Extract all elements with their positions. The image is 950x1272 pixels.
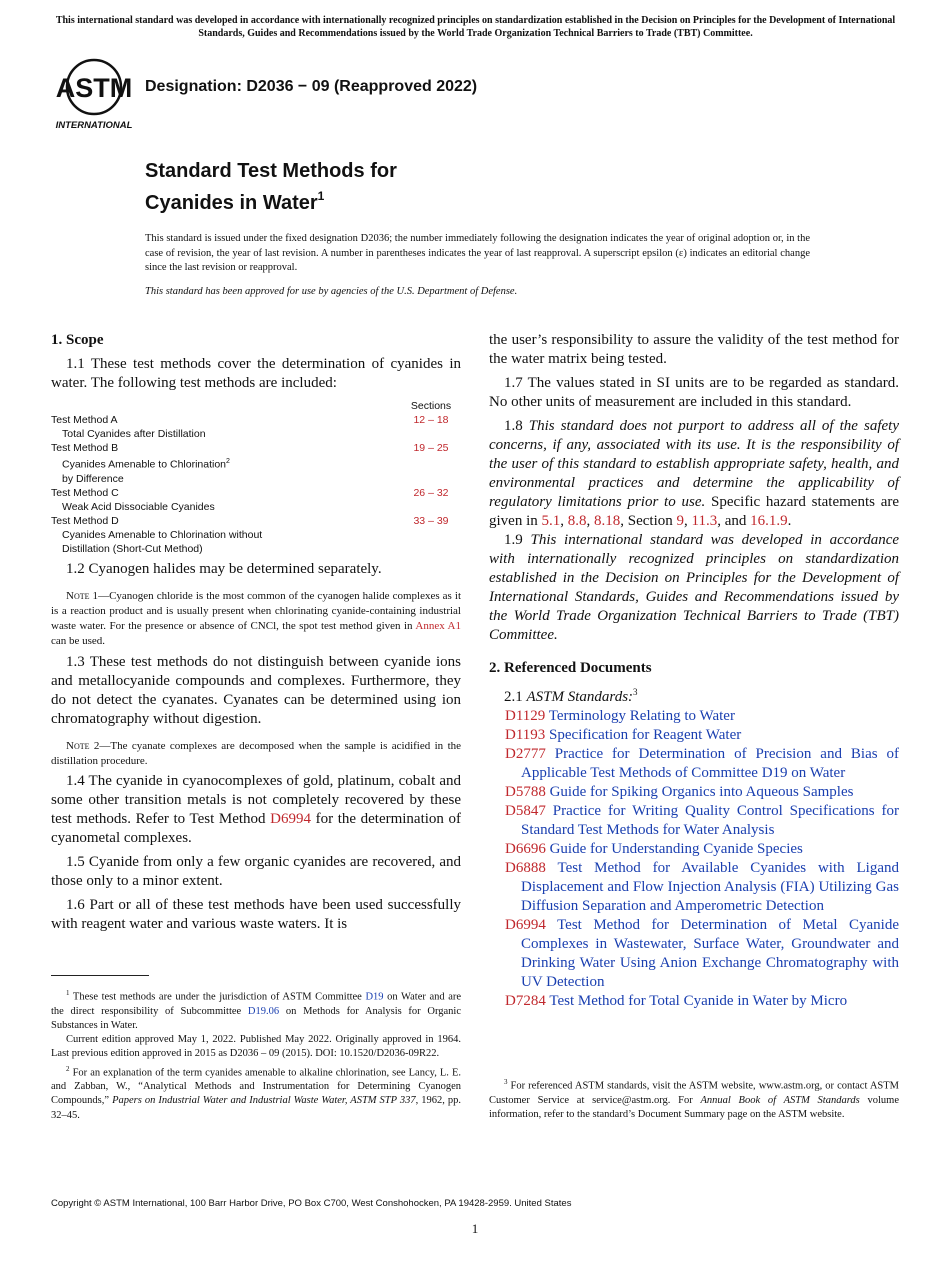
para-1-8: 1.8 This standard does not purport to address all of the safety concerns, if any, associated with its use. It is the responsibility of the user of this standard to establish appropriate safety, health, and environmental practices and determine the applicability of regulatory limitations prior to use. Specific hazard statements are given in 5.1, 8.8, 8.18, Section 9, 11.3, and 16.1.9. [489,418,900,529]
method-d-desc-2: Distillation (Short-Cut Method) [62,542,203,555]
standard-code-link[interactable]: D6994 [505,917,546,933]
tbt-banner: This international standard was developed in accordance with internationally recognized principles on standardization established in the Decision on Principles for the Development of International Standards, Guides and Recommendations issued by the World Trade Organization Technical Barriers to Trade (TBT) Committee. [55,15,896,39]
ref-16-1-9[interactable]: 16.1.9 [750,513,788,529]
referenced-standards-list [489,707,899,1011]
test-methods-table [51,399,461,556]
title-line-2: Cyanides in Water$^1$ [145,189,325,214]
astm-logo [53,57,135,133]
ref-8-8[interactable]: 8.8 [567,513,587,529]
footnote-3: $^3$ For referenced ASTM standards, visit the ASTM website, www.astm.org, or contact ASTM Customer Service at service@astm.org. For Annual Book of ASTM Standards volume information, refer to the standard’s Document Summary page on the ASTM website. [489,1078,900,1120]
referenced-standard-item [489,783,899,802]
standard-title-link[interactable]: Guide for Understanding Cyanide Species [549,841,803,857]
standard-code-link[interactable]: D2777 [505,746,546,762]
right-footnotes [489,1075,899,1122]
para-1-4: 1.4 The cyanide in cyanocomplexes of gold, platinum, cobalt and some other transition metals is not completely recovered by these test methods. Refer to Test Method D6994 for the determination of cyanometal complexes. [51,773,462,847]
referenced-standard-item [489,726,899,745]
method-b: Test Method B [51,442,119,454]
standard-code-link[interactable]: D1193 [505,727,546,743]
designation: Designation: D2036 − 09 (Reapproved 2022) [145,78,478,95]
method-b-footnote-mark[interactable]: 2 [226,458,230,465]
referenced-standard-item [489,745,899,783]
referenced-standard-item [489,840,899,859]
standard-title-link[interactable]: Practice for Writing Quality Control Specifications for Standard Test Methods for Water Analysis [521,803,900,838]
standard-code-link[interactable]: D7284 [505,993,546,1009]
para-2-1: 2.1 ASTM Standards:$^3$ [504,687,638,705]
standard-notice: This standard is issued under the fixed designation D2036; the number immediately following the designation indicates the year of original adoption or, in the case of revision, the year of last revision. A number in parentheses indicates the year of last reapproval. A superscript epsilon (ε) indicates an editorial change since the last revision or reapproval. [145,233,810,274]
left-footnotes [51,975,461,1123]
standard-code-link[interactable]: D6888 [505,860,546,876]
para-1-6-cont: the user’s responsibility to assure the validity of the test method for the water matrix being tested. [489,332,899,367]
section-2-heading: 2. Referenced Documents [489,660,652,676]
standard-title-link[interactable]: Specification for Reagent Water [549,727,742,743]
footnote-1: $^1$ These test methods are under the jurisdiction of ASTM Committee D19 on Water and are the direct responsibility of Subcommittee D19.06 on Methods for Analysis for Organic Substances in Water. [51,989,462,1031]
standard-title-link[interactable]: Test Method for Total Cyanide in Water by Micro [549,993,848,1009]
note-1: Note 1—Cyanogen chloride is the most common of the cyanogen halide complexes as it is a reaction product and is usually present when chlorinating cyanide-containing industrial waste water. For the presence or absence of CNCl, the spot test method given in Annex A1 can be used. [51,589,462,648]
method-b-desc: Cyanides Amenable to Chlorination$^2$ [62,458,230,471]
title-line-1: Standard Test Methods for [145,160,397,182]
method-d-desc: Cyanides Amenable to Chlorination without [62,528,263,541]
section-1-heading: 1. Scope [51,332,104,348]
d6994-link[interactable]: D6994 [270,811,311,828]
method-a: Test Method A [51,414,118,426]
para-1-2: 1.2 Cyanogen halides may be determined separately. [66,560,382,577]
logo-label: INTERNATIONAL [55,120,133,131]
method-d: Test Method D [51,514,119,527]
standard-title-link[interactable]: Test Method for Determination of Metal Cyanide Complexes in Wastewater, Surface Water, Groundwater and Drinking Water Using Anion Exchange Chromatography with UV Detection [521,917,899,990]
footnote-1-edition: Current edition approved May 1, 2022. Published May 2022. Originally approved in 1964. Last previous edition approved in 2015 as D2036 – 09 (2015). DOI: 10.1520/D2036-09R22. [51,1034,461,1060]
annex-a1-link[interactable]: Annex A1 [415,620,461,633]
right-column [489,331,899,1011]
referenced-standard-item [489,859,899,916]
standard-title-link[interactable]: Practice for Determination of Precision and Bias of Applicable Test Methods of Committee D19 on Water [521,746,899,781]
ref-11-3[interactable]: 11.3 [691,513,718,529]
method-a-desc: Total Cyanides after Distillation [62,428,206,440]
logo-text: ASTM [55,73,133,103]
para-1-5: 1.5 Cyanide from only a few organic cyanides are recovered, and those only to a minor extent. [51,854,461,890]
referenced-standard-item [489,992,899,1011]
title-footnote-mark[interactable]: 1 [317,189,325,203]
para-1-9: 1.9 This international standard was developed in accordance with internationally recognized principles on standardization established in the Decision on Principles for the Development of International Standards, Guides and Recommendations issued by the World Trade Organization Technical Barriers to Trade (TBT) Committee. [489,532,900,643]
standard-title-link[interactable]: Test Method for Available Cyanides with Ligand Displacement and Flow Injection Analysis (FIA) Utilizing Gas Diffusion Separation and Amperometric Detection [521,860,899,914]
para-1-1: 1.1 These test methods cover the determination of cyanides in water. The following test methods are included: [51,356,461,391]
astm-logo-icon [53,57,135,133]
footnote-2: $^2$ For an explanation of the term cyanides amenable to alkaline chlorination, see Lancy, L. E. and Zabban, W., “Analytical Methods and Instrumentation for Determining Cyanogen Compounds,” Papers on Industrial Water and Industrial Waste Water, ASTM STP 337, 1962, pp. 32–45. [51,1064,462,1121]
left-column [51,331,461,934]
d19-06-link[interactable]: D19.06 [247,1005,280,1017]
para-1-7: 1.7 The values stated in SI units are to be regarded as standard. No other units of measurement are included in this standard. [489,375,899,410]
referenced-standard-item [489,707,899,726]
copyright-footer: Copyright © ASTM International, 100 Barr Harbor Drive, PO Box C700, West Conshohocken, PA 19428-2959. United States [51,1198,572,1209]
ref-9[interactable]: 9 [676,513,684,529]
standard-code-link[interactable]: D5847 [505,803,546,819]
method-b-desc-2: by Difference [62,472,124,485]
standard-code-link[interactable]: D5788 [505,784,546,800]
method-a-sections[interactable]: 12 – 18 [413,414,449,426]
standard-title-link[interactable]: Terminology Relating to Water [548,708,735,724]
method-c-desc: Weak Acid Dissociable Cyanides [62,500,215,513]
table-header-sections: Sections [410,400,452,412]
method-b-sections[interactable]: 19 – 25 [413,442,449,454]
para-1-3: 1.3 These test methods do not distinguish between cyanide ions and metallocyanide compounds and complexes. Furthermore, they do not detect the cyanates. Cyanates can be determined using ion chromatography without digestion. [51,653,461,727]
method-c: Test Method C [51,486,119,499]
ref-5-1[interactable]: 5.1 [541,513,561,529]
d19-link[interactable]: D19 [365,991,384,1003]
note-2: Note 2—The cyanate complexes are decomposed when the sample is acidified in the distillation procedure. [51,739,462,767]
method-d-sections[interactable]: 33 – 39 [413,514,449,527]
standard-title-link[interactable]: Guide for Spiking Organics into Aqueous Samples [549,784,854,800]
referenced-standard-item [489,916,899,992]
para-1-6: 1.6 Part or all of these test methods have been used successfully with reagent water and various waste waters. It is [51,897,461,933]
standard-code-link[interactable]: D6696 [505,841,546,857]
defense-approval: This standard has been approved for use by agencies of the U.S. Department of Defense. [145,286,518,297]
page-number: 1 [471,1221,479,1236]
ref-8-18[interactable]: 8.18 [594,513,621,529]
standard-code-link[interactable]: D1129 [505,708,546,724]
footnote-rule [51,975,149,976]
referenced-standard-item [489,802,899,840]
method-c-sections[interactable]: 26 – 32 [413,486,449,499]
document-title [145,159,397,216]
